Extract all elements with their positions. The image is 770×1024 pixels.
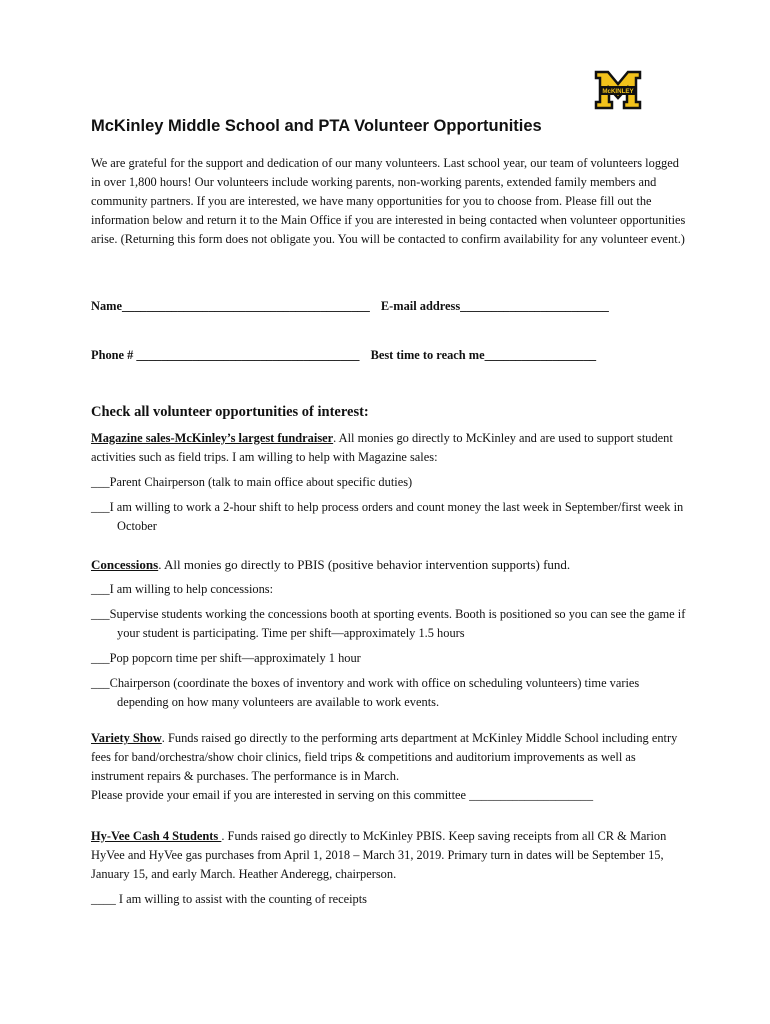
variety-description <box>91 729 691 786</box>
magazine-option-shift[interactable]: ___I am willing to work a 2-hour shift to help process orders and count money the last week in September/first week in October <box>91 500 684 533</box>
concessions-option-help[interactable]: ___I am willing to help concessions: <box>91 582 274 596</box>
variety-title: Variety Show <box>91 731 162 745</box>
name-email-row <box>91 299 609 314</box>
email-field[interactable]: E-mail address________________________ <box>380 299 609 313</box>
hyvee-title: Hy-Vee Cash 4 Students <box>91 829 222 843</box>
concessions-option-chairperson[interactable]: ___Chairperson (coordinate the boxes of inventory and work with office on scheduling volunteers) time varies depending on how many volunteers are available to work events. <box>91 676 640 709</box>
phone-field[interactable]: Phone # ____________________________________ <box>91 348 360 362</box>
concessions-option-popcorn[interactable]: ___Pop popcorn time per shift—approximately 1 hour <box>91 651 361 665</box>
page-title: McKinley Middle School and PTA Volunteer Opportunities <box>91 117 542 135</box>
name-field[interactable]: Name________________________________________ <box>91 299 370 313</box>
intro-paragraph: We are grateful for the support and dedication of our many volunteers. Last school year, our team of volunteers logged in over 1,800 hours! Our volunteers include working parents, non-working parents, extended family members and community partners. If you are interested, we have many opportunities for you to choose from. Please fill out the information below and return it to the Main Office if you are interested in being contacted when volunteer opportunities arise. (Returning this form does not obligate you. You will be contacted to confirm availability for any volunteer event.) <box>91 156 686 246</box>
magazine-option-chairperson[interactable]: ___Parent Chairperson (talk to main office about specific duties) <box>91 475 413 489</box>
school-logo <box>594 70 642 110</box>
concessions-title: Concessions <box>91 557 159 572</box>
hyvee-desc: . Funds raised go directly to McKinley PBIS. Keep saving receipts from all CR & Marion HyVee and HyVee gas purchases from April 1, 2018 – March 31, 2019. Primary turn in dates will be September 15, January 15, and early March. Heather Anderegg, chairperson. <box>91 829 667 881</box>
concessions-description <box>91 555 691 574</box>
hyvee-option-counting[interactable]: ____ I am willing to assist with the counting of receipts <box>91 892 367 906</box>
magazine-title: Magazine sales-McKinley’s largest fundraiser <box>91 431 334 445</box>
magazine-description <box>91 429 691 467</box>
hyvee-description <box>91 827 691 884</box>
magazine-section <box>91 429 691 536</box>
hyvee-section <box>91 827 691 909</box>
check-heading: Check all volunteer opportunities of interest: <box>91 404 369 420</box>
logo-text: McKINLEY <box>602 88 634 96</box>
magazine-desc: . All monies go directly to McKinley and are used to support student activities such as field trips. I am willing to help with Magazine sales: <box>91 431 673 464</box>
concessions-option-supervise[interactable]: ___Supervise students working the concessions booth at sporting events. Booth is positioned so you can see the game if your student is participating. Time per shift—approximately 1.5 hours <box>91 607 686 640</box>
variety-desc: . Funds raised go directly to the performing arts department at McKinley Middle School including entry fees for band/orchestra/show choir clinics, field trips & competitions and auditorium improvements as well as instrument repairs & purchases. The performance is in March. <box>91 731 678 783</box>
phone-time-row <box>91 348 596 363</box>
variety-show-section <box>91 729 691 805</box>
concessions-desc: . All monies go directly to PBIS (positive behavior intervention supports) fund. <box>158 557 571 572</box>
variety-email-field[interactable]: Please provide your email if you are interested in serving on this committee ____________________ <box>91 788 594 802</box>
best-time-field[interactable]: Best time to reach me__________________ <box>370 348 597 362</box>
concessions-section <box>91 555 691 712</box>
